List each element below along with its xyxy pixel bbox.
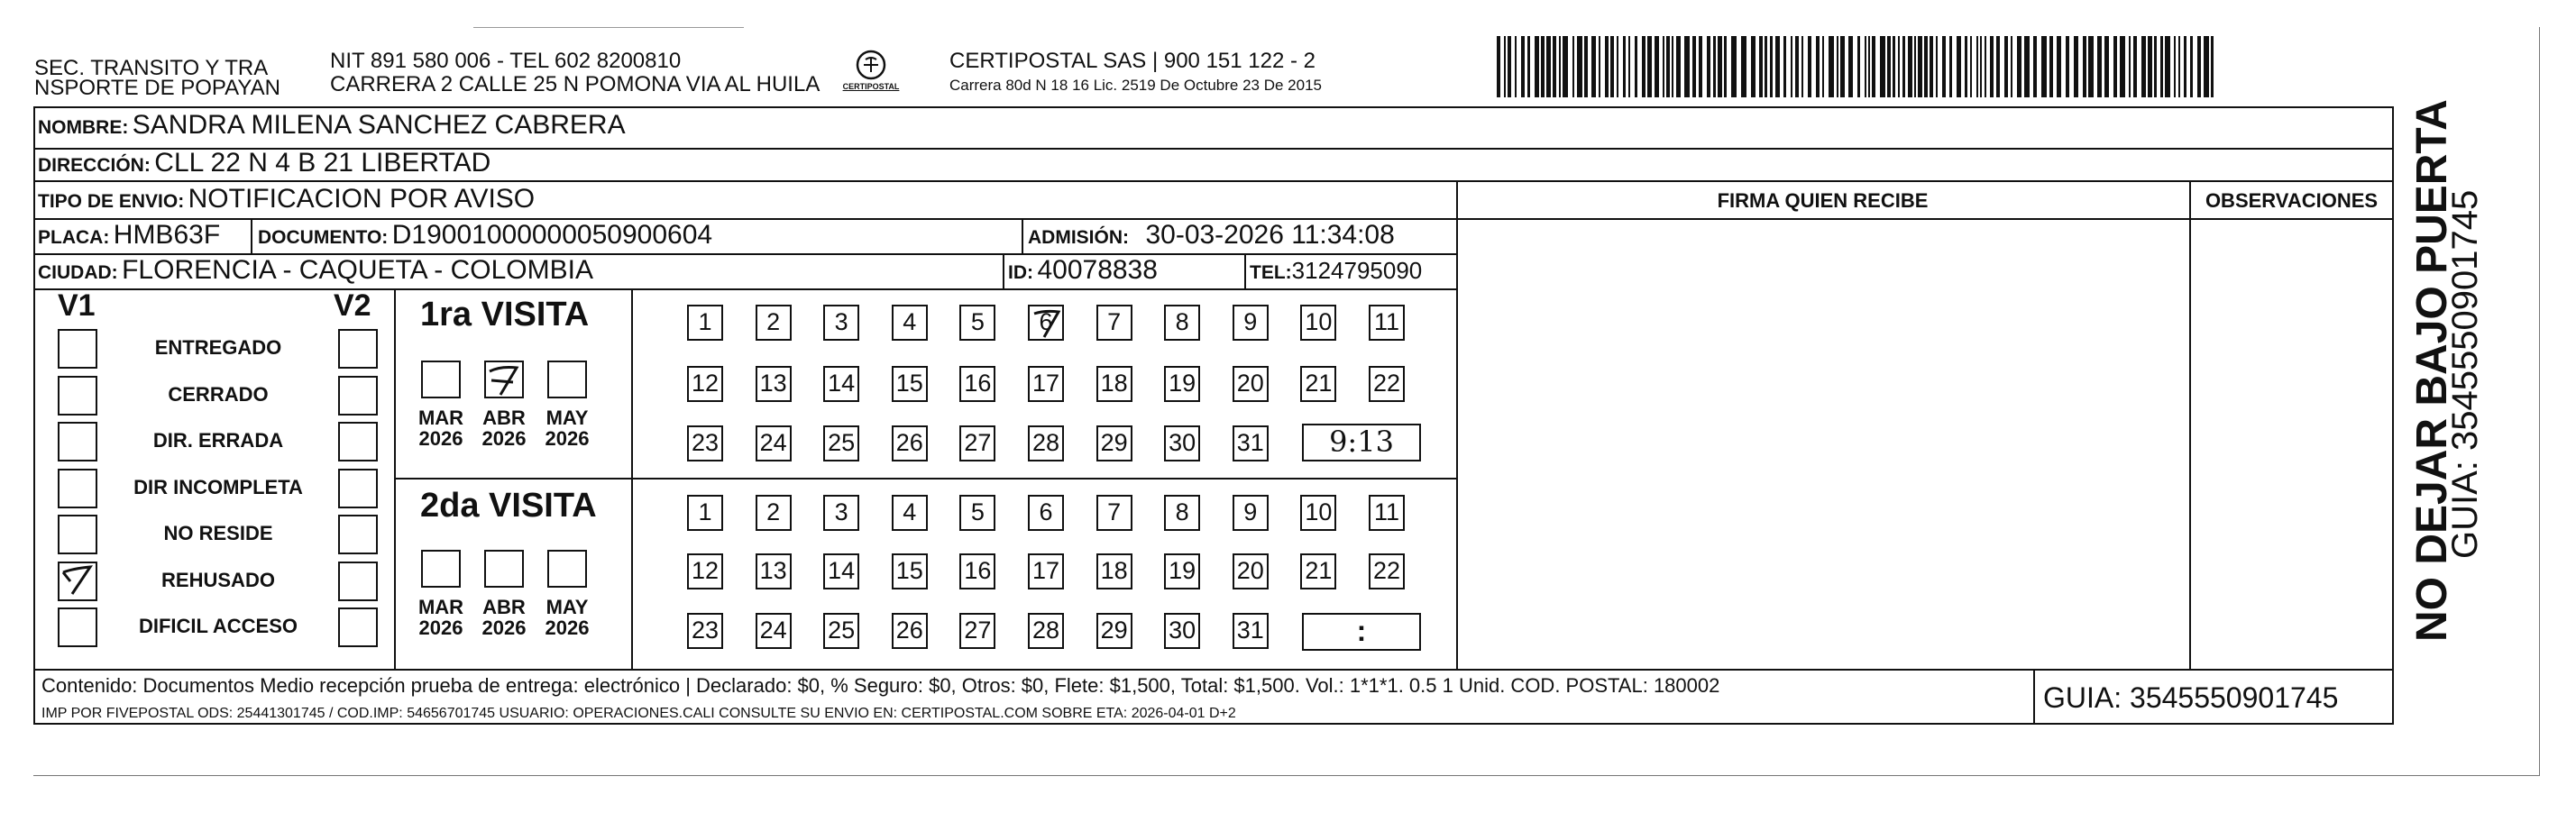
- day-checkbox[interactable]: 12: [687, 366, 723, 402]
- day-checkbox[interactable]: 22: [1369, 553, 1405, 589]
- tel-field: [1250, 259, 1422, 282]
- month-checkbox-may[interactable]: [547, 361, 587, 398]
- day-checkbox[interactable]: 24: [756, 613, 792, 649]
- license-line: Carrera 80d N 18 16 Lic. 2519 De Octubre 23 De 2015: [949, 77, 1322, 94]
- month-name: ABR: [482, 406, 526, 429]
- day-checkbox[interactable]: 6: [1028, 495, 1064, 531]
- day-checkbox[interactable]: 12: [687, 553, 723, 589]
- v1-checkbox-5[interactable]: [58, 515, 97, 554]
- day-checkbox[interactable]: 10: [1300, 305, 1336, 341]
- v2-checkbox-4[interactable]: [338, 469, 378, 508]
- month-year: 2026: [545, 427, 590, 451]
- side-warning: NO DEJAR BAJO PUERTA: [2408, 99, 2456, 642]
- v1-checkbox-7[interactable]: [58, 607, 97, 647]
- day-checkbox[interactable]: 31: [1233, 613, 1269, 649]
- bottom-rule: [33, 775, 2540, 776]
- id-value: 40078838: [1037, 255, 1158, 285]
- status-label: ENTREGADO: [154, 336, 282, 359]
- day-checkbox[interactable]: 25: [823, 425, 859, 461]
- day-checkbox[interactable]: 9: [1233, 305, 1269, 341]
- observaciones-header: OBSERVACIONES: [2205, 189, 2379, 212]
- first-visit-time[interactable]: 9:13: [1302, 424, 1421, 461]
- month-year: 2026: [545, 617, 590, 640]
- day-checkbox[interactable]: 17: [1028, 553, 1064, 589]
- certipostal-logo: [835, 47, 907, 103]
- logo-text: CERTIPOSTAL: [842, 82, 900, 91]
- placa-value: HMB63F: [113, 220, 221, 250]
- day-checkbox[interactable]: 16: [959, 366, 995, 402]
- day-checkbox[interactable]: 3: [823, 495, 859, 531]
- day-checkbox[interactable]: 27: [959, 425, 995, 461]
- company-line: CERTIPOSTAL SAS | 900 151 122 - 2: [949, 49, 1316, 73]
- nombre-row: [38, 112, 626, 139]
- day-checkbox[interactable]: 5: [959, 495, 995, 531]
- second-visit-title: 2da VISITA: [420, 487, 597, 525]
- v2-checkbox-5[interactable]: [338, 515, 378, 554]
- status-label: DIR. ERRADA: [152, 429, 284, 452]
- day-checkbox[interactable]: 2: [756, 305, 792, 341]
- day-checkbox[interactable]: 21: [1300, 366, 1336, 402]
- month-label: [540, 597, 594, 638]
- month-checkbox-abr[interactable]: [484, 550, 524, 588]
- day-checkbox[interactable]: 1: [687, 305, 723, 341]
- day-checkbox[interactable]: 13: [756, 553, 792, 589]
- admision-field: [1028, 222, 1395, 249]
- month-year: 2026: [481, 617, 527, 640]
- month-year: 2026: [418, 427, 463, 451]
- tel-value: 3124795090: [1291, 257, 1423, 284]
- admision-label: ADMISIÓN:: [1028, 227, 1129, 248]
- v1-label: V1: [58, 288, 96, 323]
- v1-checkbox-2[interactable]: [58, 376, 97, 416]
- day-checkbox[interactable]: 31: [1233, 425, 1269, 461]
- month-name: MAR: [417, 596, 464, 618]
- day-checkbox[interactable]: 20: [1233, 366, 1269, 402]
- day-checkbox[interactable]: [1028, 305, 1064, 341]
- id-label: ID:: [1008, 262, 1033, 283]
- month-year: 2026: [481, 427, 527, 451]
- month-name: ABR: [482, 596, 526, 618]
- day-checkbox[interactable]: 15: [892, 553, 928, 589]
- month-label: [477, 407, 531, 449]
- day-checkbox[interactable]: 25: [823, 613, 859, 649]
- day-checkbox[interactable]: 19: [1164, 366, 1200, 402]
- day-checkbox[interactable]: 8: [1164, 495, 1200, 531]
- footer-line-2: IMP POR FIVEPOSTAL ODS: 25441301745 / COD.IMP: 54656701745 USUARIO: OPERACIONES.CALI CONSULTE SU ENVIO EN: CERTIPOSTAL.COM SOBRE ETA: 2026-04-01 D+2: [41, 706, 1236, 721]
- day-checkbox[interactable]: 29: [1096, 425, 1132, 461]
- side-guia: GUIA: 3545550901745: [2445, 189, 2485, 559]
- day-checkbox[interactable]: 23: [687, 425, 723, 461]
- tipo-row: [38, 186, 535, 213]
- v2-checkbox-1[interactable]: [338, 329, 378, 369]
- first-visit-title: 1ra VISITA: [420, 296, 590, 333]
- documento-label: DOCUMENTO:: [258, 227, 389, 248]
- v2-checkbox-7[interactable]: [338, 607, 378, 647]
- second-visit-time[interactable]: :: [1302, 613, 1421, 651]
- v2-checkbox-6[interactable]: [338, 562, 378, 601]
- day-checkbox[interactable]: 13: [756, 366, 792, 402]
- status-label: REHUSADO: [161, 568, 275, 591]
- direccion-row: [38, 150, 490, 177]
- day-checkbox[interactable]: 30: [1164, 613, 1200, 649]
- month-label: [414, 407, 468, 449]
- month-checkbox-mar[interactable]: [421, 550, 461, 588]
- v2-checkbox-2[interactable]: [338, 376, 378, 416]
- day-checkbox[interactable]: 9: [1233, 495, 1269, 531]
- day-checkbox[interactable]: 26: [892, 613, 928, 649]
- documento-value: D19001000000050900604: [391, 220, 713, 250]
- documento-field: [258, 222, 712, 249]
- v2-checkbox-3[interactable]: [338, 422, 378, 461]
- day-checkbox[interactable]: 21: [1300, 553, 1336, 589]
- month-year: 2026: [418, 617, 463, 640]
- day-number: 6: [1039, 308, 1053, 335]
- day-checkbox[interactable]: 19: [1164, 553, 1200, 589]
- month-name: MAR: [417, 406, 464, 429]
- direccion-label: DIRECCIÓN:: [38, 155, 151, 176]
- id-field: [1008, 257, 1158, 284]
- tipo-label: TIPO DE ENVIO:: [38, 191, 185, 212]
- day-checkbox[interactable]: 28: [1028, 613, 1064, 649]
- month-checkbox-may[interactable]: [547, 550, 587, 588]
- day-checkbox[interactable]: 15: [892, 366, 928, 402]
- ciudad-field: [38, 257, 593, 284]
- month-label: [477, 597, 531, 638]
- right-rule: [2539, 27, 2540, 775]
- day-checkbox[interactable]: 8: [1164, 305, 1200, 341]
- day-checkbox[interactable]: 27: [959, 613, 995, 649]
- ciudad-label: CIUDAD:: [38, 262, 118, 283]
- day-checkbox[interactable]: 26: [892, 425, 928, 461]
- day-checkbox[interactable]: 5: [959, 305, 995, 341]
- day-checkbox[interactable]: 3: [823, 305, 859, 341]
- nombre-label: NOMBRE:: [38, 117, 129, 138]
- v1-checkbox-4[interactable]: [58, 469, 97, 508]
- day-checkbox[interactable]: 4: [892, 305, 928, 341]
- v1-checkbox-6[interactable]: [58, 562, 97, 601]
- v2-label: V2: [334, 288, 371, 323]
- sender-line-1: SEC. TRANSITO Y TRA: [34, 56, 269, 80]
- status-label: CERRADO: [168, 382, 269, 406]
- day-checkbox[interactable]: 23: [687, 613, 723, 649]
- day-checkbox[interactable]: 7: [1096, 495, 1132, 531]
- ciudad-value: FLORENCIA - CAQUETA - COLOMBIA: [122, 255, 593, 285]
- day-checkbox[interactable]: 28: [1028, 425, 1064, 461]
- day-checkbox[interactable]: 17: [1028, 366, 1064, 402]
- day-checkbox[interactable]: 2: [756, 495, 792, 531]
- direccion-value: CLL 22 N 4 B 21 LIBERTAD: [154, 148, 491, 178]
- day-checkbox[interactable]: 14: [823, 553, 859, 589]
- tipo-value: NOTIFICACION POR AVISO: [188, 184, 536, 214]
- admision-value: 30-03-2026 11:34:08: [1145, 220, 1395, 250]
- day-checkbox[interactable]: 10: [1300, 495, 1336, 531]
- status-label: DIFICIL ACCESO: [138, 615, 298, 637]
- day-checkbox[interactable]: 14: [823, 366, 859, 402]
- day-checkbox[interactable]: 22: [1369, 366, 1405, 402]
- top-rule: [473, 27, 744, 28]
- footer-line-1: Contenido: Documentos Medio recepción prueba de entrega: electrónico | Declarado: $0, % Seguro: $0, Otros: $0, Flete: $1,500, Total: $1,500. Vol.: 1*1*1. 0.5 1 Unid. COD. POSTAL: 180002: [41, 674, 1720, 697]
- firma-header: FIRMA QUIEN RECIBE: [1717, 189, 1929, 212]
- day-checkbox[interactable]: 7: [1096, 305, 1132, 341]
- day-checkbox[interactable]: 18: [1096, 553, 1132, 589]
- status-label: NO RESIDE: [163, 522, 273, 544]
- status-label: DIR INCOMPLETA: [133, 475, 303, 498]
- month-checkbox-mar[interactable]: [421, 361, 461, 398]
- month-name: MAY: [545, 596, 589, 618]
- day-checkbox[interactable]: 4: [892, 495, 928, 531]
- v1-checkbox-1[interactable]: [58, 329, 97, 369]
- barcode: [1497, 36, 2218, 97]
- day-checkbox[interactable]: 18: [1096, 366, 1132, 402]
- footer-guia: GUIA: 3545550901745: [2043, 681, 2339, 714]
- month-label: [540, 407, 594, 449]
- nombre-value: SANDRA MILENA SANCHEZ CABRERA: [132, 110, 626, 140]
- sender-line-2: NSPORTE DE POPAYAN: [34, 76, 280, 100]
- day-checkbox[interactable]: 1: [687, 495, 723, 531]
- nit-line: NIT 891 580 006 - TEL 602 8200810: [330, 49, 682, 73]
- v1-checkbox-3[interactable]: [58, 422, 97, 461]
- day-checkbox[interactable]: 16: [959, 553, 995, 589]
- day-checkbox[interactable]: 11: [1369, 495, 1405, 531]
- month-label: [414, 597, 468, 638]
- placa-label: PLACA:: [38, 227, 110, 248]
- placa-field: [38, 222, 220, 249]
- day-checkbox[interactable]: 24: [756, 425, 792, 461]
- day-checkbox[interactable]: 29: [1096, 613, 1132, 649]
- address-line: CARRERA 2 CALLE 25 N POMONA VIA AL HUILA: [330, 72, 820, 96]
- day-checkbox[interactable]: 30: [1164, 425, 1200, 461]
- tel-label: TEL:: [1250, 262, 1292, 283]
- month-checkbox-abr[interactable]: [484, 361, 524, 398]
- day-checkbox[interactable]: 11: [1369, 305, 1405, 341]
- month-name: MAY: [545, 406, 589, 429]
- day-checkbox[interactable]: 20: [1233, 553, 1269, 589]
